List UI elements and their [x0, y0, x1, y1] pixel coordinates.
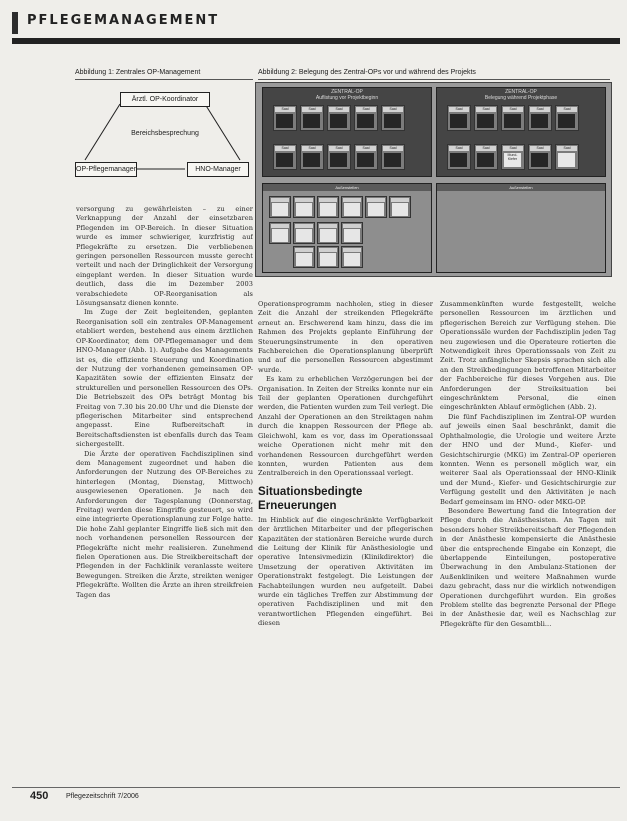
- saal-9: Saal: [354, 144, 378, 170]
- paragraph: versorgung zu gewährleisten – zu einer Verknappung der Anzahl der einsetzbaren Pflegenden im OP-Bereich. In dieser Situation wurde es immer schwieriger, kurzfristig auf Pflegekräfte zu ersetzen. Die verbliebenen geringen personellen Ressourcen musste gerecht verteilt und nach der Dringlichkeit der Versorgung eingeplant werden. In dieser Situation wurde deutlich, dass die im Dezember 2003 verabschiedete OP-Reorganisation als Lösungsansatz dienen konnte.: [76, 205, 253, 308]
- paragraph: Operationsprogramm nachholen, stieg in dieser Zeit die Anzahl der streikenden Pflegekräfte erneut an. Erschwerend kam hinzu, dass die im Rahmen des Projekts geplante Einführung der Steuerungsinstrumente in den operativen Fachbereichen die Operationsplanung überprüft und auf die personellen Ressourcen abgestimmt wurde.: [258, 300, 433, 374]
- panel-before-subtitle: Auflistung vor Projektbeginn: [315, 95, 379, 101]
- saal-1: Saal: [273, 105, 297, 131]
- saal-7: Saal: [300, 144, 324, 170]
- aussenstelle-1: [269, 196, 291, 218]
- journal-title: Pflegezeitschrift 7/2006: [66, 793, 139, 800]
- aussenstelle-7: [269, 222, 291, 244]
- paragraph: Im Hinblick auf die eingeschränkte Verfügbarkeit der ärztlichen Mitarbeiter und der pflegerischen Kapazitäten der stationären Bereiche wurde durch die Leitung der Klinik für Anästhesiologie und operative Intensivmedizin (Klinikdirektor) die Umsetzung der operativen Aktivitäten im Operationstrakt festgelegt. Die Leistungen der Fachabteilungen wurden neu aufgeteilt. Dabei wurde ein tägliches Treffen zur Abstimmung der operativen Fachdisziplinen und mit den verantwortlichen Pflegenden eingeführt. Bei diesen: [258, 515, 433, 628]
- box-op-pflegemanager: OP-Pflegemanager: [75, 162, 137, 177]
- saal-r7: Saal: [474, 144, 498, 170]
- text-column-right: [440, 300, 616, 780]
- aussenstelle-4: [341, 196, 363, 218]
- aussenstelle-3: [317, 196, 339, 218]
- saal-r1: Saal: [447, 105, 471, 131]
- panel-during-title: ZENTRAL-OP: [505, 89, 537, 95]
- panel-before-title: ZENTRAL-OP: [331, 89, 363, 95]
- aussenstelle-13: [341, 246, 363, 268]
- group-during-title: Außenstellen: [437, 184, 605, 191]
- section-heading: Situationsbedingte Erneuerungen: [258, 485, 363, 512]
- group-before: [262, 183, 432, 273]
- figure2-diagram: [255, 82, 612, 277]
- saal-5: Saal: [381, 105, 405, 131]
- aussenstelle-5: [365, 196, 387, 218]
- saal-r8: Saal Mund-Kiefer: [501, 144, 525, 170]
- saal-r9: Saal: [528, 144, 552, 170]
- panel-before: [262, 87, 432, 177]
- saal-r10: Saal: [555, 144, 579, 170]
- saal-10: Saal: [381, 144, 405, 170]
- page-number: 450: [30, 790, 49, 802]
- label-bereichsbesprechung: Bereichsbesprechung: [131, 130, 199, 137]
- aussenstelle-6: [389, 196, 411, 218]
- saal-r6: Saal: [447, 144, 471, 170]
- aussenstelle-11: [293, 246, 315, 268]
- saal-r5: Saal: [555, 105, 579, 131]
- paragraph: Zusammenkünften wurde festgestellt, welche personellen Ressourcen im ärztlichen und pflegerischen Bereich zur Verfügung stehen. Die Operationssäle wurden der Fachdisziplin jeden Tag neu zugewiesen und die Operateure rotierten die Notwendigkeit ihres Operationssaals von Zeit zu Zeit. Trotz anfänglicher Skepsis sprachen sich alle an den Streikbedingungen betroffenen Mitarbeiter der Fachbereiche für dieses Vorgehen aus. Die Anforderungen der Streiksituation bei eingeschränktem Personal, die einen eingeschränkten Ablauf ermöglichen (Abb. 2).: [440, 300, 616, 412]
- aussenstelle-9: [317, 222, 339, 244]
- saal-2: Saal: [300, 105, 324, 131]
- footer-rule: [12, 787, 620, 788]
- aussenstelle-12: [317, 246, 339, 268]
- box-hno-manager: HNO-Manager: [187, 162, 249, 177]
- figure2-caption: Abbildung 2: Belegung des Zentral-OPs vor und während des Projekts: [258, 69, 476, 76]
- saal-3: Saal: [327, 105, 351, 131]
- paragraph: Die Ärzte der operativen Fachdisziplinen sind dem Management zugeordnet und haben die Anforderungen der Nutzung des OP-Bereiches zu hinterlegen (Montag, Dienstag, Mittwoch) ausgewiesenen Operationen. Je nach den Anforderungen der Tagesplanung (Donnerstag, Freitag) werden diese Eingriffe gesteuert, so wird eine integrierte Operationsplanung zur Folge hatte. Die hohe Zahl geplanter Eingriffe ließ sich mit den noch vorhandenen personellen Ressourcen der Pflegekräfte nicht mehr realisieren. Zunehmend fielen Operationen aus. Die Streikbereitschaft der Pflegenden in der Fachklinik veranlasste weitere Bewegungen. Streiken die Ärzte, streikten weniger Pflegekräfte. Wollten die Ärzte an ihren streikfreien Tagen das: [76, 449, 253, 599]
- section-header: PFLEGEMANAGEMENT: [27, 13, 220, 28]
- saal-6: Saal: [273, 144, 297, 170]
- paragraph: Es kam zu erheblichen Verzögerungen bei der Organisation. In Zeiten der Streiks konnte nur ein Teil der geplanten Operationen durchgeführt werden, die Patienten wurden zum Teil verlegt. Die Anzahl der Operationen an den Streiktagen nahm durch die knappen Ressourcen der Pflege ab. Gleichwohl, kam es vor, dass im Operationssaal weiche Operationen nicht mehr mit den vorhandenen Ressourcen durchgeführt werden konnten, wurden Patienten aus dem Zentralbereich in den Operationssaal verlegt.: [258, 375, 433, 478]
- saal-4: Saal: [354, 105, 378, 131]
- saal-r3: Saal: [501, 105, 525, 131]
- group-before-title: Außenstellen: [263, 184, 431, 191]
- figure1-diagram: [75, 84, 253, 194]
- aussenstelle-10: [341, 222, 363, 244]
- figure1-caption-rule: [75, 79, 253, 80]
- panel-during: [436, 87, 606, 177]
- header-rule: [12, 38, 620, 44]
- saal-r4: Saal: [528, 105, 552, 131]
- aussenstelle-8: [293, 222, 315, 244]
- saal-8: Saal: [327, 144, 351, 170]
- text-column-left: [76, 205, 253, 780]
- group-during: [436, 183, 606, 273]
- panel-during-subtitle: Belegung während Projektphase: [484, 95, 558, 101]
- saal-r2: Saal: [474, 105, 498, 131]
- text-column-middle: [258, 300, 433, 780]
- paragraph: Die fünf Fachdisziplinen im Zentral-OP wurden auf jeweils einen Saal beschränkt, damit die Ophthalmologie, die Urologie und weitere Ärzte der HNO und der Mund-, Kiefer- und Gesichtschirurgie (MKG) im Zentral-OP operieren konnten. Wenn es personell möglich war, ein weiterer Saal als Operationssaal der HNO-Klinik und der Mund-, Kiefer- und Gesichtschirurgie zur Verfügung gestellt und den Aktivitäten je nach Bedarf gemeinsam im HNO- oder MKG-OP.: [440, 412, 616, 506]
- paragraph: Im Zuge der Zeit begleitenden, geplanten Reorganisation soll ein zentrales OP-Management etabliert werden, bestehend aus einem ärztlichen OP-Koordinator, dem OP-Pflegemanager und dem HNO-Manager (Abb. 1). Aufgabe des Managements ist es, die effiziente Steuerung und Koordination der Nutzung der vorhandenen gemeinsamen OP-Kapazitäten sowie der effizienten Einsatz der strukturellen und personellen Ressourcen des OPs. Die Betriebszeit des OPs beträgt Montag bis Freitag von 7.30 bis 20.00 Uhr und die Dienste der pflegerischen Mitarbeiter sind entsprechend angepasst. Eine Rufbereitschaft in Bereitschaftsdiensten ist ebenfalls durch das Team sichergestellt.: [76, 308, 253, 449]
- box-op-koordinator: Ärztl. OP-Koordinator: [120, 92, 210, 107]
- figure2-caption-rule: [258, 79, 610, 80]
- paragraph: Besondere Bewertung fand die Integration der Pflege durch die Anästhesisten. An Tagen mit besonders hoher Streikbereitschaft der Pflegenden in der Anästhesie kompensierte die Anästhesie über die entsprechende Eingabe ein Konzept, die überlappende Einteilungen, postoperative Überwachung in den Ambulanz-Stationen der Außenkliniken und weitere Maßnahmen wurde dazu gebracht, dass nur die wirklich notwendigen Operationen durchgeführt wurden. Ein großes Problem stellte das begrenzte Personal der Pflege in der Anästhesie dar, weil es Nachschlag zur Pflegekräfte für den Gesamtbli...: [440, 506, 616, 628]
- header-accent-bar: [12, 12, 18, 34]
- figure1-caption: Abbildung 1: Zentrales OP-Management: [75, 69, 201, 76]
- aussenstelle-2: [293, 196, 315, 218]
